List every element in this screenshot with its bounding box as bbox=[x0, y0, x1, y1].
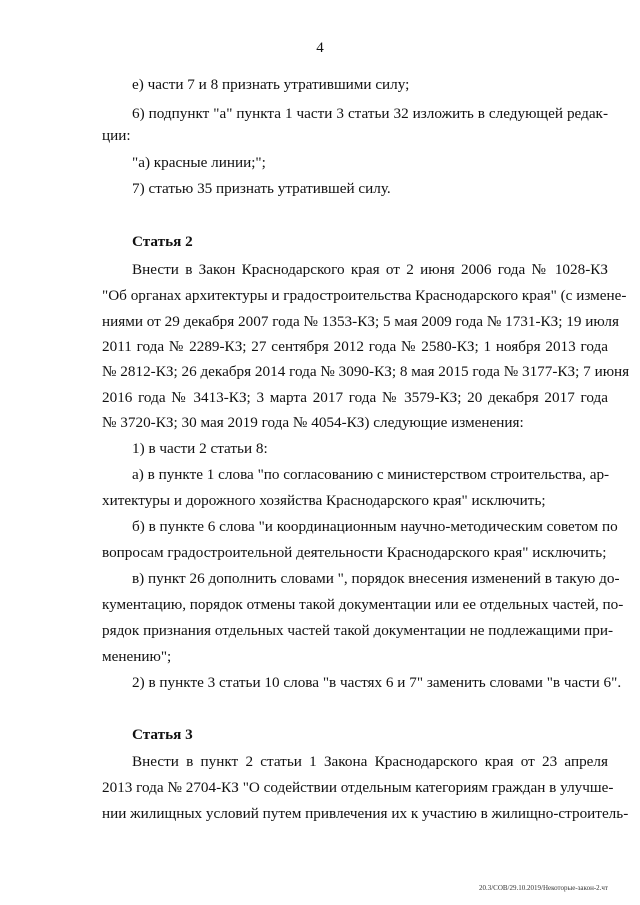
text-line: кументацию, порядок отмены такой документации или ее отдельных частей, по- bbox=[102, 596, 624, 613]
text-line: б) в пункте 6 слова "и координационным научно-методическим советом по bbox=[132, 518, 618, 535]
text-line: 7) статью 35 признать утратившей силу. bbox=[132, 180, 391, 197]
text-line: нии жилищных условий путем привлечения их к участию в жилищно-строитель- bbox=[102, 805, 629, 822]
text-line: в) пункт 26 дополнить словами ", порядок внесения изменений в такую до- bbox=[132, 570, 620, 587]
text-line: менению"; bbox=[102, 648, 172, 665]
text-line: ции: bbox=[102, 127, 131, 144]
page-number: 4 bbox=[316, 40, 324, 56]
text-line: 2) в пункте 3 статьи 10 слова "в частях 6 и 7" заменить словами "в части 6". bbox=[132, 674, 622, 691]
text-line: "а) красные линии;"; bbox=[132, 154, 266, 171]
text-line: 2013 года № 2704-КЗ "О содействии отдельным категориям граждан в улучше- bbox=[102, 779, 614, 796]
text-line: рядок признания отдельных частей такой документации не подлежащими при- bbox=[102, 622, 614, 639]
text-line: 2011 года № 2289-КЗ; 27 сентября 2012 года № 2580-КЗ; 1 ноября 2013 года bbox=[102, 338, 608, 355]
text-line: ниями от 29 декабря 2007 года № 1353-КЗ; 5 мая 2009 года № 1731-КЗ; 19 июля bbox=[102, 313, 619, 330]
text-line: а) в пункте 1 слова "по согласованию с министерством строительства, ар- bbox=[132, 466, 610, 483]
text-line: 6) подпункт "а" пункта 1 части 3 статьи 32 изложить в следующей редак- bbox=[132, 105, 608, 122]
text-line: вопросам градостроительной деятельности Краснодарского края" исключить; bbox=[102, 544, 607, 561]
text-line: № 3720-КЗ; 30 мая 2019 года № 4054-КЗ) следующие изменения: bbox=[102, 414, 524, 431]
text-line: "Об органах архитектуры и градостроительства Краснодарского края" (с измене- bbox=[102, 287, 627, 304]
section-heading: Статья 3 bbox=[132, 726, 193, 743]
text-line: хитектуры и дорожного хозяйства Краснодарского края" исключить; bbox=[102, 492, 546, 509]
section-heading: Статья 2 bbox=[132, 233, 193, 250]
text-line: № 2812-КЗ; 26 декабря 2014 года № 3090-КЗ; 8 мая 2015 года № 3177-КЗ; 7 июня bbox=[102, 363, 630, 380]
text-line: Внести в Закон Краснодарского края от 2 июня 2006 года № 1028-КЗ bbox=[132, 261, 608, 278]
document-footer: 20.3/СОВ/29.10.2019/Некоторые-закон-2.чт bbox=[478, 884, 608, 892]
text-line: Внести в пункт 2 статьи 1 Закона Краснодарского края от 23 апреля bbox=[132, 753, 608, 770]
text-line: 2016 года № 3413-КЗ; 3 марта 2017 года № 3579-КЗ; 20 декабря 2017 года bbox=[102, 389, 608, 406]
text-line: е) части 7 и 8 признать утратившими силу; bbox=[132, 76, 410, 93]
text-line: 1) в части 2 статьи 8: bbox=[132, 440, 268, 457]
